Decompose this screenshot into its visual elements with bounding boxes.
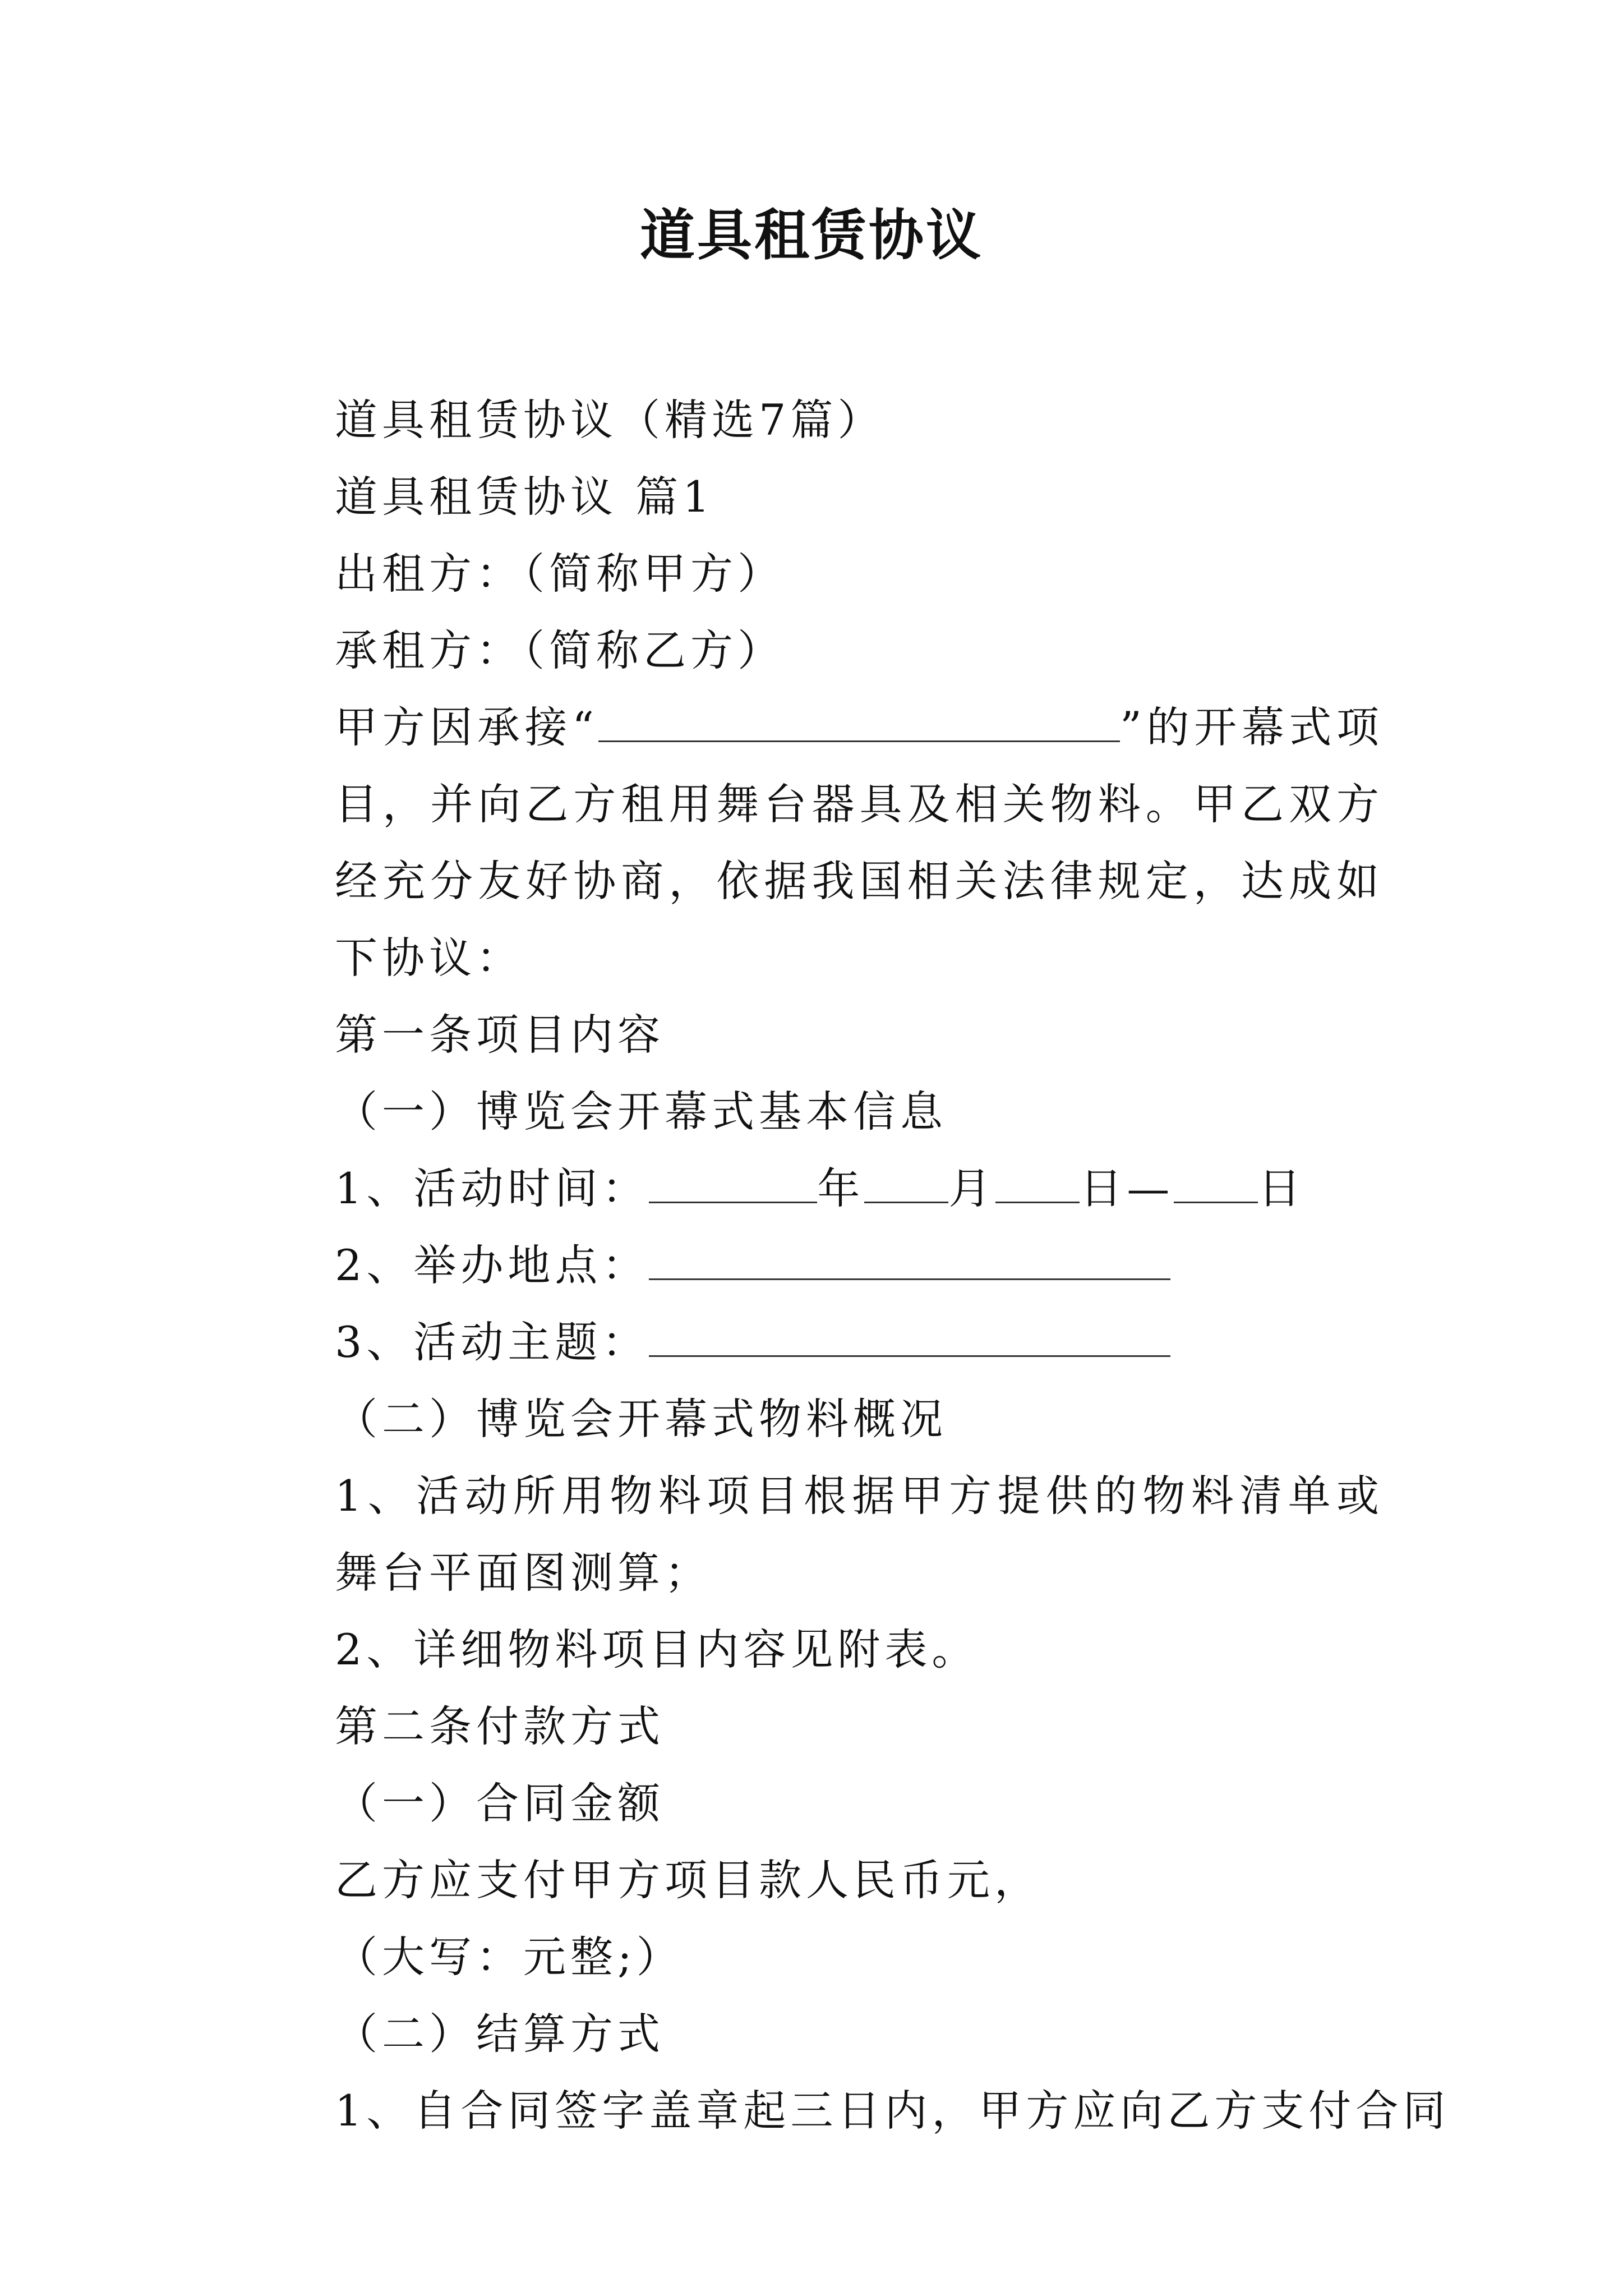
paragraph-venue (248, 1227, 1384, 1304)
theme-blank (649, 1320, 1170, 1357)
paragraph-preamble (248, 689, 1384, 996)
paragraph-section-materials: （二）博览会开幕式物料概况 (335, 1394, 947, 1444)
paragraph-event-time (248, 1150, 1384, 1227)
paragraph-materials-2: 2、详细物料项目内容见附表。 (335, 1625, 979, 1674)
paragraph-chapter-heading: 道具租赁协议 篇1 (335, 472, 714, 522)
theme-label: 3、活动主题： (335, 1317, 649, 1367)
paragraph-article-2: 第二条付款方式 (335, 1701, 665, 1751)
year-label: 年 (817, 1163, 865, 1213)
paragraph-article-1: 第一条项目内容 (335, 1010, 665, 1060)
paragraph-section-settlement: （二）结算方式 (335, 2009, 665, 2059)
document-body (248, 381, 1450, 2149)
venue-label: 2、举办地点： (335, 1240, 649, 1290)
preamble-text-end: ”的开幕式项目，并向乙方租用舞台器具及相关物料。甲乙双方经充分友好协商，依据我国相关法律规定，达成如下协议： (335, 702, 1384, 983)
paragraph-amount-words: （大写：元整;） (335, 1932, 684, 1982)
paragraph-amount-text: 乙方应支付甲方项目款人民币元， (335, 1855, 1041, 1905)
paragraph-lessee: 承租方：（简称乙方） (335, 625, 785, 675)
paragraph-lessor: 出租方：（简称甲方） (335, 549, 785, 599)
paragraph-materials-1: 1、活动所用物料项目根据甲方提供的物料清单或舞台平面图测算； (335, 1471, 1384, 1598)
paragraph-theme (248, 1304, 1384, 1381)
paragraph-section-amount: （一）合同金额 (335, 1778, 665, 1828)
end-day-blank (1174, 1167, 1258, 1203)
month-blank (864, 1167, 948, 1203)
preamble-text-start: 甲方因承接“ (335, 702, 598, 752)
paragraph-subtitle: 道具租赁协议（精选7篇） (335, 395, 885, 445)
end-day-label: 日 (1258, 1163, 1306, 1213)
year-blank (649, 1167, 817, 1203)
paragraph-section-basic-info: （一）博览会开幕式基本信息 (335, 1087, 947, 1137)
day-blank (995, 1167, 1080, 1203)
venue-blank (649, 1244, 1170, 1280)
document-title: 道具租赁协议 (639, 203, 983, 268)
paragraph-settlement-1: 1、自合同签字盖章起三日内，甲方应向乙方支付合同 (335, 2086, 1450, 2136)
project-name-blank (598, 706, 1120, 742)
event-time-label: 1、活动时间： (335, 1163, 649, 1213)
day-label: 日— (1080, 1163, 1174, 1213)
month-label: 月 (948, 1163, 996, 1213)
